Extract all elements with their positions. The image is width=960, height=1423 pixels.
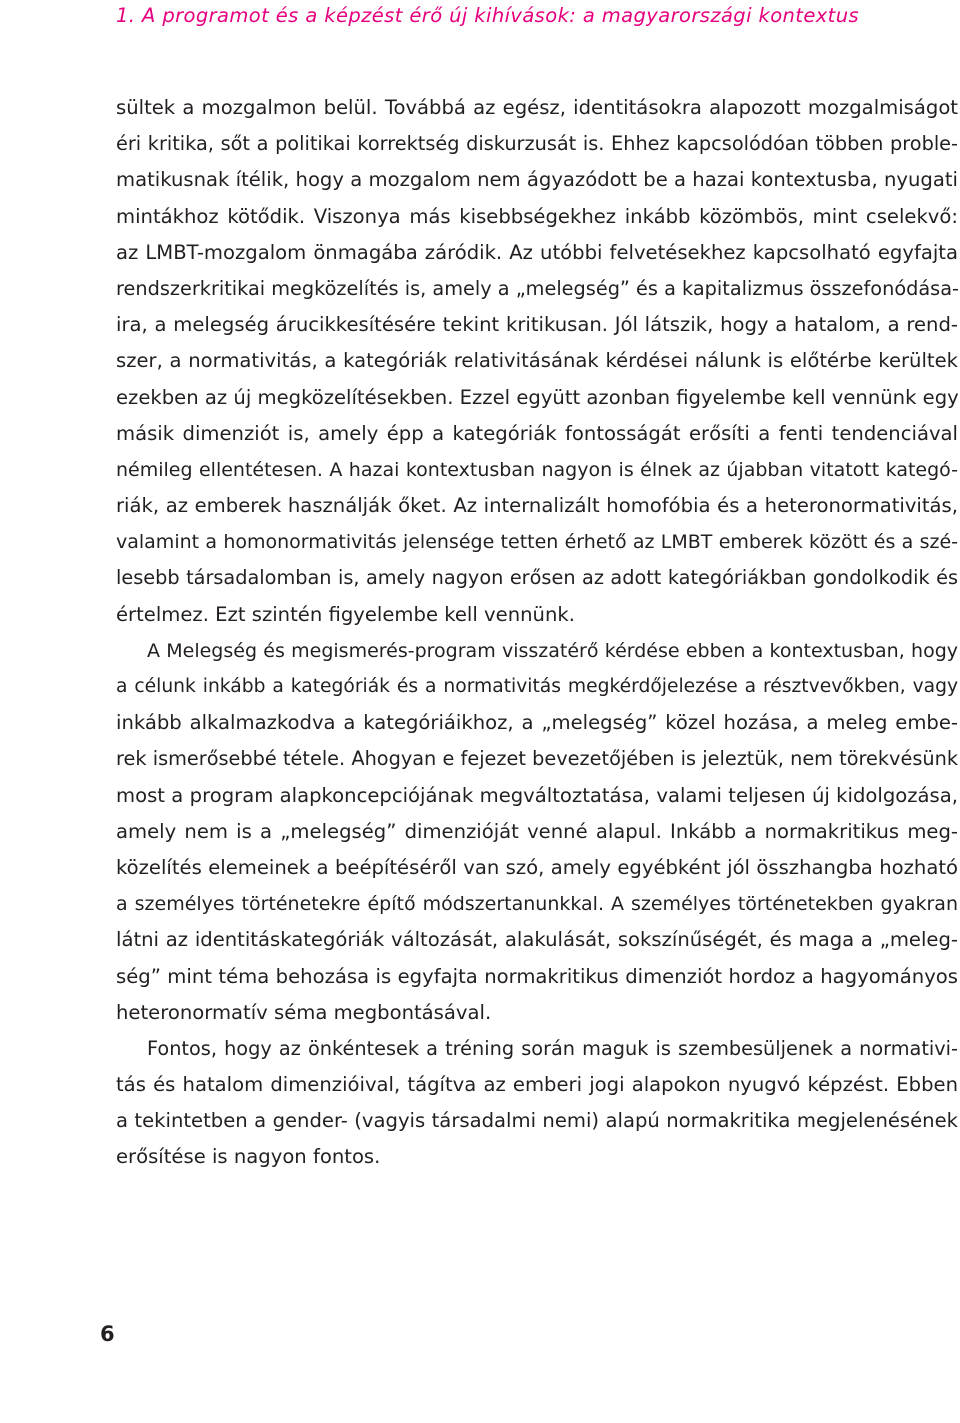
text-line: ség” mint téma behozása is egyfajta normakritikus dimenziót hordoz a hagyományos xyxy=(116,964,958,988)
running-head-title: 1. A programot és a képzést érő új kihívások: a magyarországi kontextus xyxy=(116,4,860,27)
paragraph-first-line: Fontos, hogy az önkéntesek a tréning során maguk is szembesüljenek a normativi- xyxy=(147,1036,958,1060)
text-line: közelítés elemeinek a beépítéséről van szó, amely egyébként jól összhangba hozható xyxy=(116,855,958,879)
text-line: tás és hatalom dimenzióival, tágítva az emberi jogi alapokon nyugvó képzést. Ebben xyxy=(116,1073,958,1097)
text-line: valamint a homonormativitás jelensége tetten érhető az LMBT emberek között és a szé- xyxy=(116,531,958,554)
text-line: inkább alkalmazkodva a kategóriáikhoz, a „melegség” közel hozása, a meleg embe- xyxy=(116,711,958,735)
paragraph-last-line: értelmez. Ezt szintén figyelembe kell vennünk. xyxy=(116,602,575,626)
text-line: éri kritika, sőt a politikai korrektség diskurzusát is. Ehhez kapcsolódóan többen proble- xyxy=(116,132,958,156)
text-line: a célunk inkább a kategóriák és a normativitás megkérdőjelezése a résztvevőkben, vagy xyxy=(116,676,958,697)
text-line: az LMBT-mozgalom önmagába záródik. Az utóbbi felvetésekhez kapcsolható egyfajta xyxy=(116,240,958,264)
text-line: matikusnak ítélik, hogy a mozgalom nem ágyazódott be a hazai kontextusba, nyugati xyxy=(116,168,958,192)
text-line: sültek a mozgalmon belül. Továbbá az egész, identitásokra alapozott mozgalmiságot xyxy=(116,96,958,119)
body-text xyxy=(116,90,958,1176)
text-line: rendszerkritikai megközelítés is, amely a „melegség” és a kapitalizmus összefonódása- xyxy=(116,276,959,300)
text-line: lesebb társadalomban is, amely nagyon erősen az adott kategóriákban gondolkodik és xyxy=(116,566,958,590)
text-line: a személyes történetekre építő módszertanunkkal. A személyes történetekben gyakran xyxy=(116,893,958,916)
paragraph-first-line: A Melegség és megismerés-program visszatérő kérdése ebben a kontextusban, hogy xyxy=(147,639,958,662)
text-line: némileg ellentétesen. A hazai kontextusban nagyon is élnek az újabban vitatott kategó- xyxy=(116,458,958,481)
text-line: a tekintetben a gender- (vagyis társadalmi nemi) alapú normakritika megjelenésének xyxy=(116,1109,958,1133)
text-line: most a program alapkoncepciójának megváltoztatása, valami teljesen új kidolgozása, xyxy=(116,783,958,807)
text-line: ira, a melegség árucikkesítésére tekint kritikusan. Jól látszik, hogy a hatalom, a rend- xyxy=(116,313,958,337)
text-line: másik dimenziót is, amely épp a kategóriák fontosságát erősíti a fenti tendenciával xyxy=(116,421,958,445)
text-line: amely nem is a „melegség” dimenzióját venné alapul. Inkább a normakritikus meg- xyxy=(116,819,958,843)
text-line: szer, a normativitás, a kategóriák relativitásának kérdései nálunk is előtérbe kerültek xyxy=(116,349,958,373)
paragraph-last-line: heteronormatív séma megbontásával. xyxy=(116,1000,492,1024)
text-line: mintákhoz kötődik. Viszonya más kisebbségekhez inkább közömbös, mint cselekvő: xyxy=(116,204,958,228)
paragraph-last-line: erősítése is nagyon fontos. xyxy=(116,1145,381,1169)
text-line: ezekben az új megközelítésekben. Ezzel együtt azonban figyelembe kell vennünk egy xyxy=(116,385,959,409)
text-line: rek ismerősebbé tétele. Ahogyan e fejezet bevezetőjében is jeleztük, nem törekvésünk xyxy=(116,747,958,771)
text-line: riák, az emberek használják őket. Az internalizált homofóbia és a heteronormativitás, xyxy=(116,494,958,518)
text-line: látni az identitáskategóriák változását, alakulását, sokszínűségét, és maga a „meleg- xyxy=(116,928,958,952)
page-number: 6 xyxy=(100,1322,115,1346)
